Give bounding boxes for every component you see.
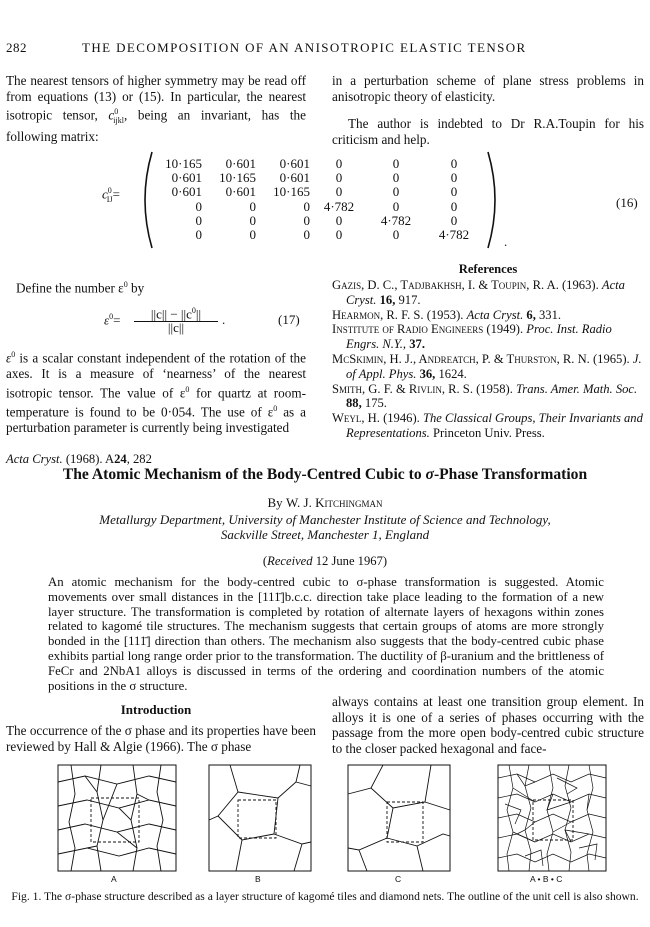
matrix-cell: 4·782 — [380, 212, 412, 228]
matrix-cell: 0 — [335, 184, 343, 200]
introduction-left-text: The occurrence of the σ phase and its properties have been reviewed by Hall & Algie (1966). The σ phase — [6, 723, 316, 754]
matrix-cell: 0 — [450, 156, 458, 171]
equation-16-number: (16) — [616, 195, 638, 210]
reference-item: Weyl, H. (1946). The Classical Groups, Their Invariants and Representations. Princeton Univ. Press. — [332, 411, 643, 440]
matrix-cell: 0 — [450, 212, 458, 228]
matrix-cell: 0·601 — [225, 156, 256, 171]
matrix-cell: 0 — [249, 198, 256, 214]
equation-17-numerator: $||c|| - ||c^0||$ — [134, 303, 218, 322]
matrix-row — [158, 228, 484, 242]
acknowledgement-paragraph: The author is indebted to Dr R.A.Toupin for his criticism and help. — [332, 116, 644, 147]
figure-panel-abc — [497, 764, 607, 872]
matrix-cell: 4·782 — [323, 198, 355, 214]
right-column-intro — [332, 73, 644, 147]
matrix-cell: 0 — [249, 212, 256, 228]
figure-label-a: A — [111, 874, 117, 884]
introduction-right-text: always contains at least one transition group element. In alloys it is one of a series of phases occurring with the passage from the more open body-centred cubic structure to the closer packed hexagonal and face- — [332, 694, 644, 756]
figure-label-b: B — [255, 874, 261, 884]
matrix-cell: 0·601 — [171, 170, 202, 186]
figure-label-c: C — [395, 874, 402, 884]
matrix-row — [158, 185, 484, 199]
matrix-cell: 0 — [335, 170, 343, 186]
matrix-cell: 10·165 — [273, 184, 310, 200]
isotropic-matrix — [158, 157, 484, 242]
matrix-cell: 0 — [450, 198, 458, 214]
references-section — [332, 262, 644, 441]
matrix-cell: 10·165 — [165, 156, 202, 171]
abstract: An atomic mechanism for the body-centred cubic to σ-phase transformation is suggested. Atomic movements over small distances in the [111̄]b.c.c. direction take place leading to the formation of a new layer structure. The transformation is completed by rotation of alternate layers of hexagons within zones related to kagomé tile structures. The mechanism suggests that certain groups of atoms are more strongly bonded in the [111̄] direction than others. The mechanism also suggests that the body-centred cubic phase exhibits partial long range order prior to the transformation. The ductility of β-uranium and the brittleness of FeCr and 2NbA1 alloys is discussed in terms of the ordering and coordination numbers of the atomic positions in the σ structure. — [48, 575, 604, 693]
left-column-intro — [6, 73, 306, 144]
reference-item: Institute of Radio Engineers (1949). Proc. Inst. Radio Engrs. N.Y., 37. — [332, 322, 612, 352]
matrix-cell: 0 — [392, 156, 400, 171]
matrix-cell: 0·601 — [225, 184, 256, 200]
matrix-cell: 0 — [392, 227, 400, 243]
matrix-left-paren — [136, 150, 156, 250]
received-date: (Received 12 June 1967) — [262, 554, 388, 568]
matrix-lhs: $c^0_{IJ}=$ — [102, 186, 120, 204]
references-heading: References — [458, 262, 518, 276]
page-number: 282 — [6, 40, 27, 55]
matrix-cell: 0 — [392, 184, 400, 200]
matrix-cell: 0 — [195, 227, 202, 243]
matrix-cell: 0·601 — [279, 156, 310, 171]
matrix-cell: 0 — [335, 212, 343, 228]
equation-17-lhs: $\varepsilon^0=$ — [104, 312, 121, 328]
figure-label-abc: A • B • C — [530, 874, 563, 884]
figure-caption: Fig. 1. The σ-phase structure described as a layer structure of kagomé tiles and diamond nets. The outline of the unit cell is also shown. — [11, 890, 639, 903]
reference-list — [332, 278, 644, 441]
reference-item: Smith, G. F. & Rivlin, R. S. (1958). Trans. Amer. Math. Soc. 88, 175. — [332, 381, 638, 411]
matrix-cell: 4·782 — [438, 227, 470, 243]
matrix-cell: 0 — [303, 198, 310, 214]
matrix-cell: 0·601 — [279, 170, 310, 186]
reference-item: McSkimin, H. J., Andreatch, P. & Thurston, R. N. (1965). J. of Appl. Phys. 36, 1624. — [332, 351, 642, 381]
matrix-row — [158, 214, 484, 228]
define-epsilon-line: Define the number $\varepsilon^0$ by — [16, 280, 145, 296]
epsilon-paragraph: $\varepsilon^0$ is a scalar constant independent of the rotation of the axes. It is a measure of ‘nearness’ of the nearest isotropic tensor. The value of $\varepsilon^0$ for quartz at room-temperature is found to be 0·054. The use of $\varepsilon^0$ as a perturbation parameter is currently being investigated — [6, 350, 306, 435]
equation-17-denominator: ||c|| — [167, 320, 185, 335]
matrix-cell: 0 — [450, 184, 458, 200]
matrix-cell: 0 — [335, 227, 343, 243]
matrix-cell: 0 — [195, 198, 202, 214]
matrix-cell: 0 — [392, 170, 400, 186]
matrix-cell: 0 — [303, 212, 310, 228]
nearest-tensor-paragraph: The nearest tensors of higher symmetry may be read off from equations (13) or (15). In particular, the nearest isotropic tensor, $c^0_{ijkl}$, being an invariant, has the following matrix: — [6, 73, 306, 144]
matrix-cell: 10·165 — [219, 170, 256, 186]
matrix-row — [158, 171, 484, 185]
matrix-cell: 0 — [450, 170, 458, 186]
matrix-cell: 0·601 — [171, 184, 202, 200]
article-title: The Atomic Mechanism of the Body-Centred Cubic to σ-Phase Transformation — [62, 466, 588, 483]
article-byline: By W. J. Kitchingman — [267, 495, 383, 510]
reference-item: Gazis, D. C., Tadjbakhsh, I. & Toupin, R. A. (1963). Acta Cryst. 16, 917. — [332, 278, 625, 307]
running-title: THE DECOMPOSITION OF AN ANISOTROPIC ELASTIC TENSOR — [82, 40, 527, 55]
introduction-heading: Introduction — [120, 702, 192, 717]
equation-17-number: (17) — [278, 312, 300, 327]
reference-item: Hearmon, R. F. S. (1953). Acta Cryst. 6, 331. — [332, 307, 562, 322]
figure-panel-c — [347, 764, 451, 872]
matrix-cell: 0 — [249, 227, 256, 243]
matrix-cell: 0 — [303, 227, 310, 243]
figure-panel-a — [57, 764, 177, 872]
matrix-right-paren — [484, 150, 504, 250]
matrix-cell: 0 — [392, 198, 400, 214]
matrix-row — [158, 157, 484, 171]
matrix-cell: 0 — [335, 156, 343, 171]
figure-panel-b — [208, 764, 312, 872]
perturbation-paragraph: in a perturbation scheme of plane stress problems in anisotropic theory of elasticity. — [332, 73, 644, 104]
matrix-cell: 0 — [195, 212, 202, 228]
article-citation: Acta Cryst. (1968). A24, 282 — [6, 452, 152, 466]
matrix-row — [158, 200, 484, 214]
article-affiliation: Metallurgy Department, University of Manchester Institute of Science and Technology, Sackville Street, Manchester 1, England — [99, 512, 551, 543]
